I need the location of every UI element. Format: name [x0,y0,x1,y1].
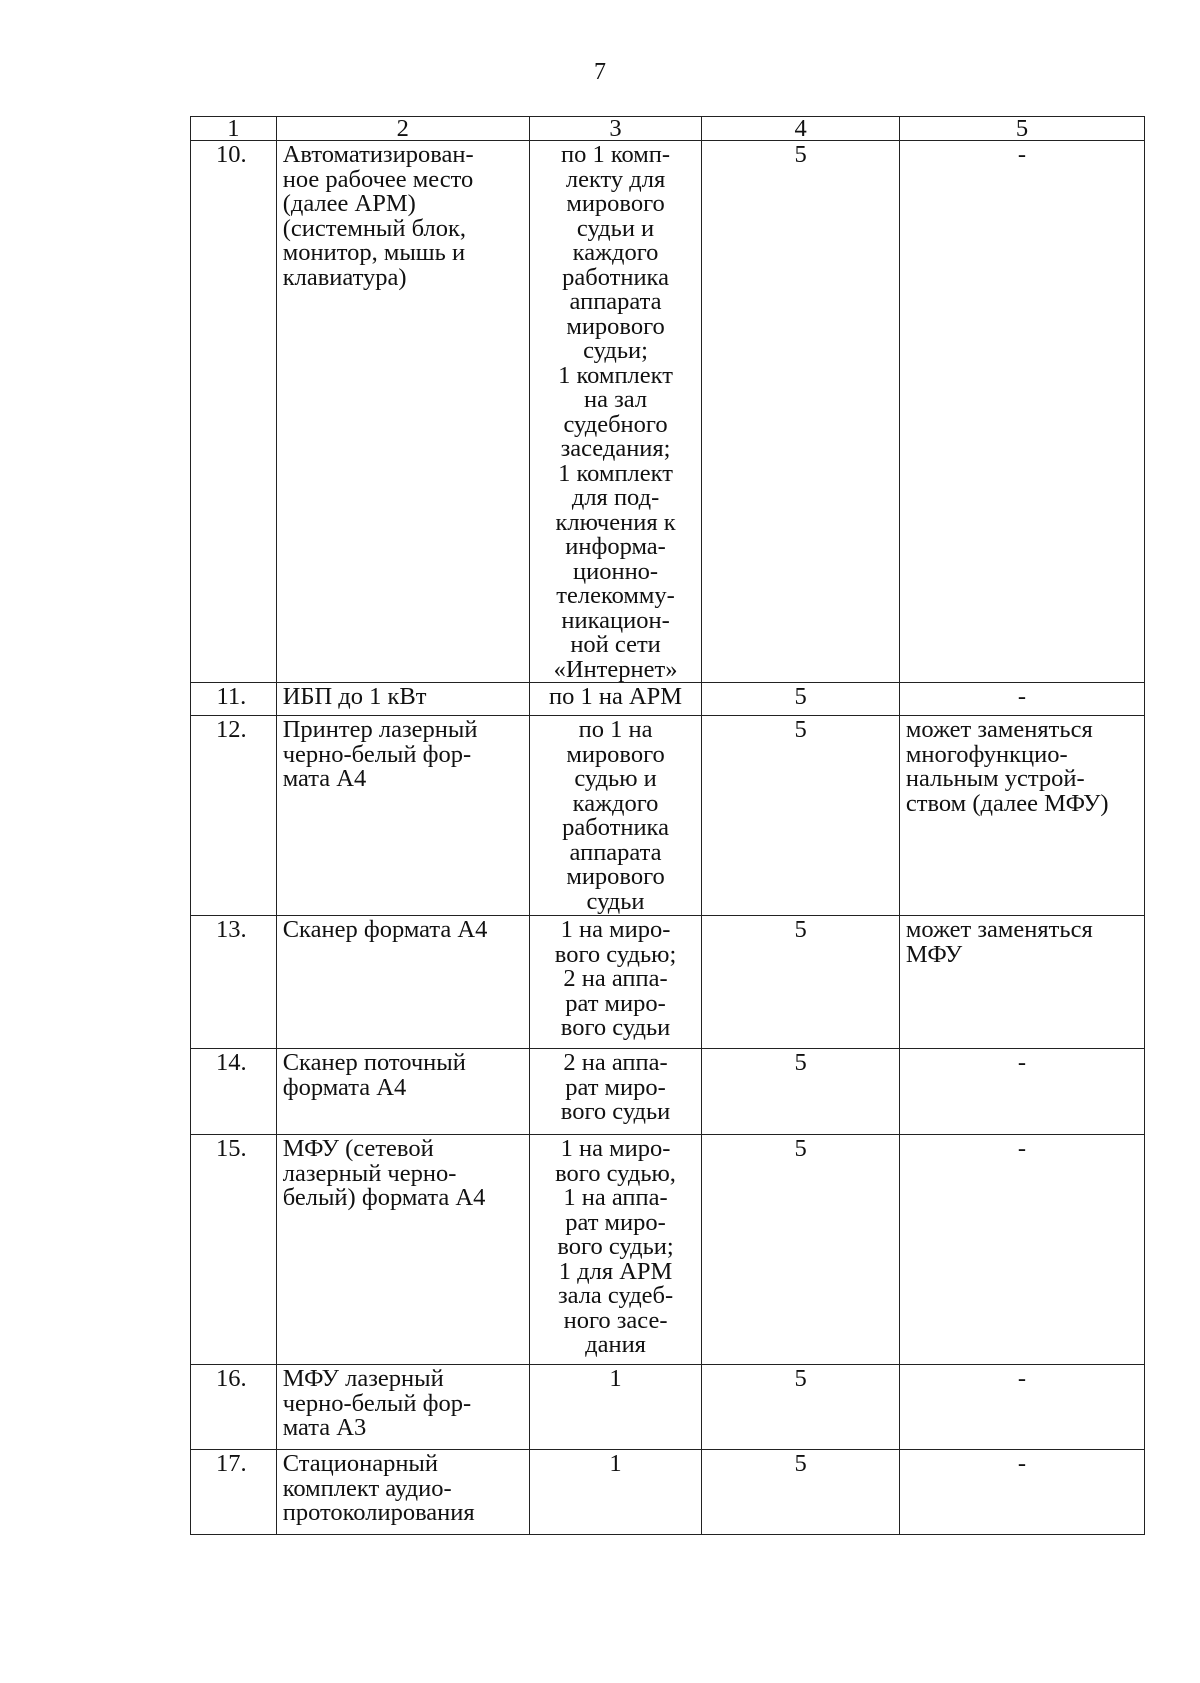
table-row [191,716,1145,916]
equipment-note: - [899,1450,1144,1535]
service-term: 5 [702,1049,900,1135]
column-header-4: 4 [702,117,900,141]
equipment-note: - [899,1365,1144,1450]
equipment-quantity: по 1 комп- лекту для мирового судьи и каждого работника аппарата мирового судьи; 1 комплект на зал судебного заседания; 1 комплект для под- ключения к информа- ционно- телекомму- никацион- ной сети «Интернет» [529,141,701,683]
service-term: 5 [702,916,900,1049]
equipment-note: - [899,683,1144,716]
table-row [191,141,1145,683]
table-row [191,916,1145,1049]
row-number: 14. [191,1049,277,1135]
equipment-name: Автоматизирован- ное рабочее место (далее АРМ) (системный блок, монитор, мышь и клавиатура) [276,141,529,683]
equipment-note: может заменяться многофункцио- нальным устрой- ством (далее МФУ) [899,716,1144,916]
equipment-name: Принтер лазерный черно-белый фор- мата А4 [276,716,529,916]
row-number: 10. [191,141,277,683]
service-term: 5 [702,1135,900,1365]
equipment-name: Сканер формата А4 [276,916,529,1049]
equipment-name: МФУ (сетевой лазерный черно- белый) формата А4 [276,1135,529,1365]
equipment-quantity: 1 [529,1365,701,1450]
equipment-quantity: по 1 на АРМ [529,683,701,716]
row-number: 12. [191,716,277,916]
column-header-2: 2 [276,117,529,141]
row-number: 17. [191,1450,277,1535]
equipment-table [190,116,1145,1535]
page-number: 7 [594,59,606,85]
service-term: 5 [702,1365,900,1450]
equipment-name: МФУ лазерный черно-белый фор- мата А3 [276,1365,529,1450]
table-header-row [191,117,1145,141]
equipment-name: ИБП до 1 кВт [276,683,529,716]
equipment-note: - [899,1049,1144,1135]
column-header-5: 5 [899,117,1144,141]
row-number: 16. [191,1365,277,1450]
equipment-quantity: 1 на миро- вого судью, 1 на аппа- рат миро- вого судьи; 1 для АРМ зала судеб- ного засе- дания [529,1135,701,1365]
row-number: 11. [191,683,277,716]
equipment-note: может заменяться МФУ [899,916,1144,1049]
equipment-quantity: 1 [529,1450,701,1535]
service-term: 5 [702,716,900,916]
service-term: 5 [702,1450,900,1535]
equipment-name: Стационарный комплект аудио- протоколирования [276,1450,529,1535]
equipment-note: - [899,141,1144,683]
table-row [191,683,1145,716]
equipment-quantity: по 1 на мирового судью и каждого работника аппарата мирового судьи [529,716,701,916]
column-header-3: 3 [529,117,701,141]
table-row [191,1135,1145,1365]
service-term: 5 [702,141,900,683]
table-row [191,1450,1145,1535]
table-row [191,1365,1145,1450]
column-header-1: 1 [191,117,277,141]
equipment-quantity: 1 на миро- вого судью; 2 на аппа- рат миро- вого судьи [529,916,701,1049]
table-row [191,1049,1145,1135]
equipment-note: - [899,1135,1144,1365]
equipment-name: Сканер поточный формата А4 [276,1049,529,1135]
row-number: 13. [191,916,277,1049]
service-term: 5 [702,683,900,716]
equipment-quantity: 2 на аппа- рат миро- вого судьи [529,1049,701,1135]
row-number: 15. [191,1135,277,1365]
